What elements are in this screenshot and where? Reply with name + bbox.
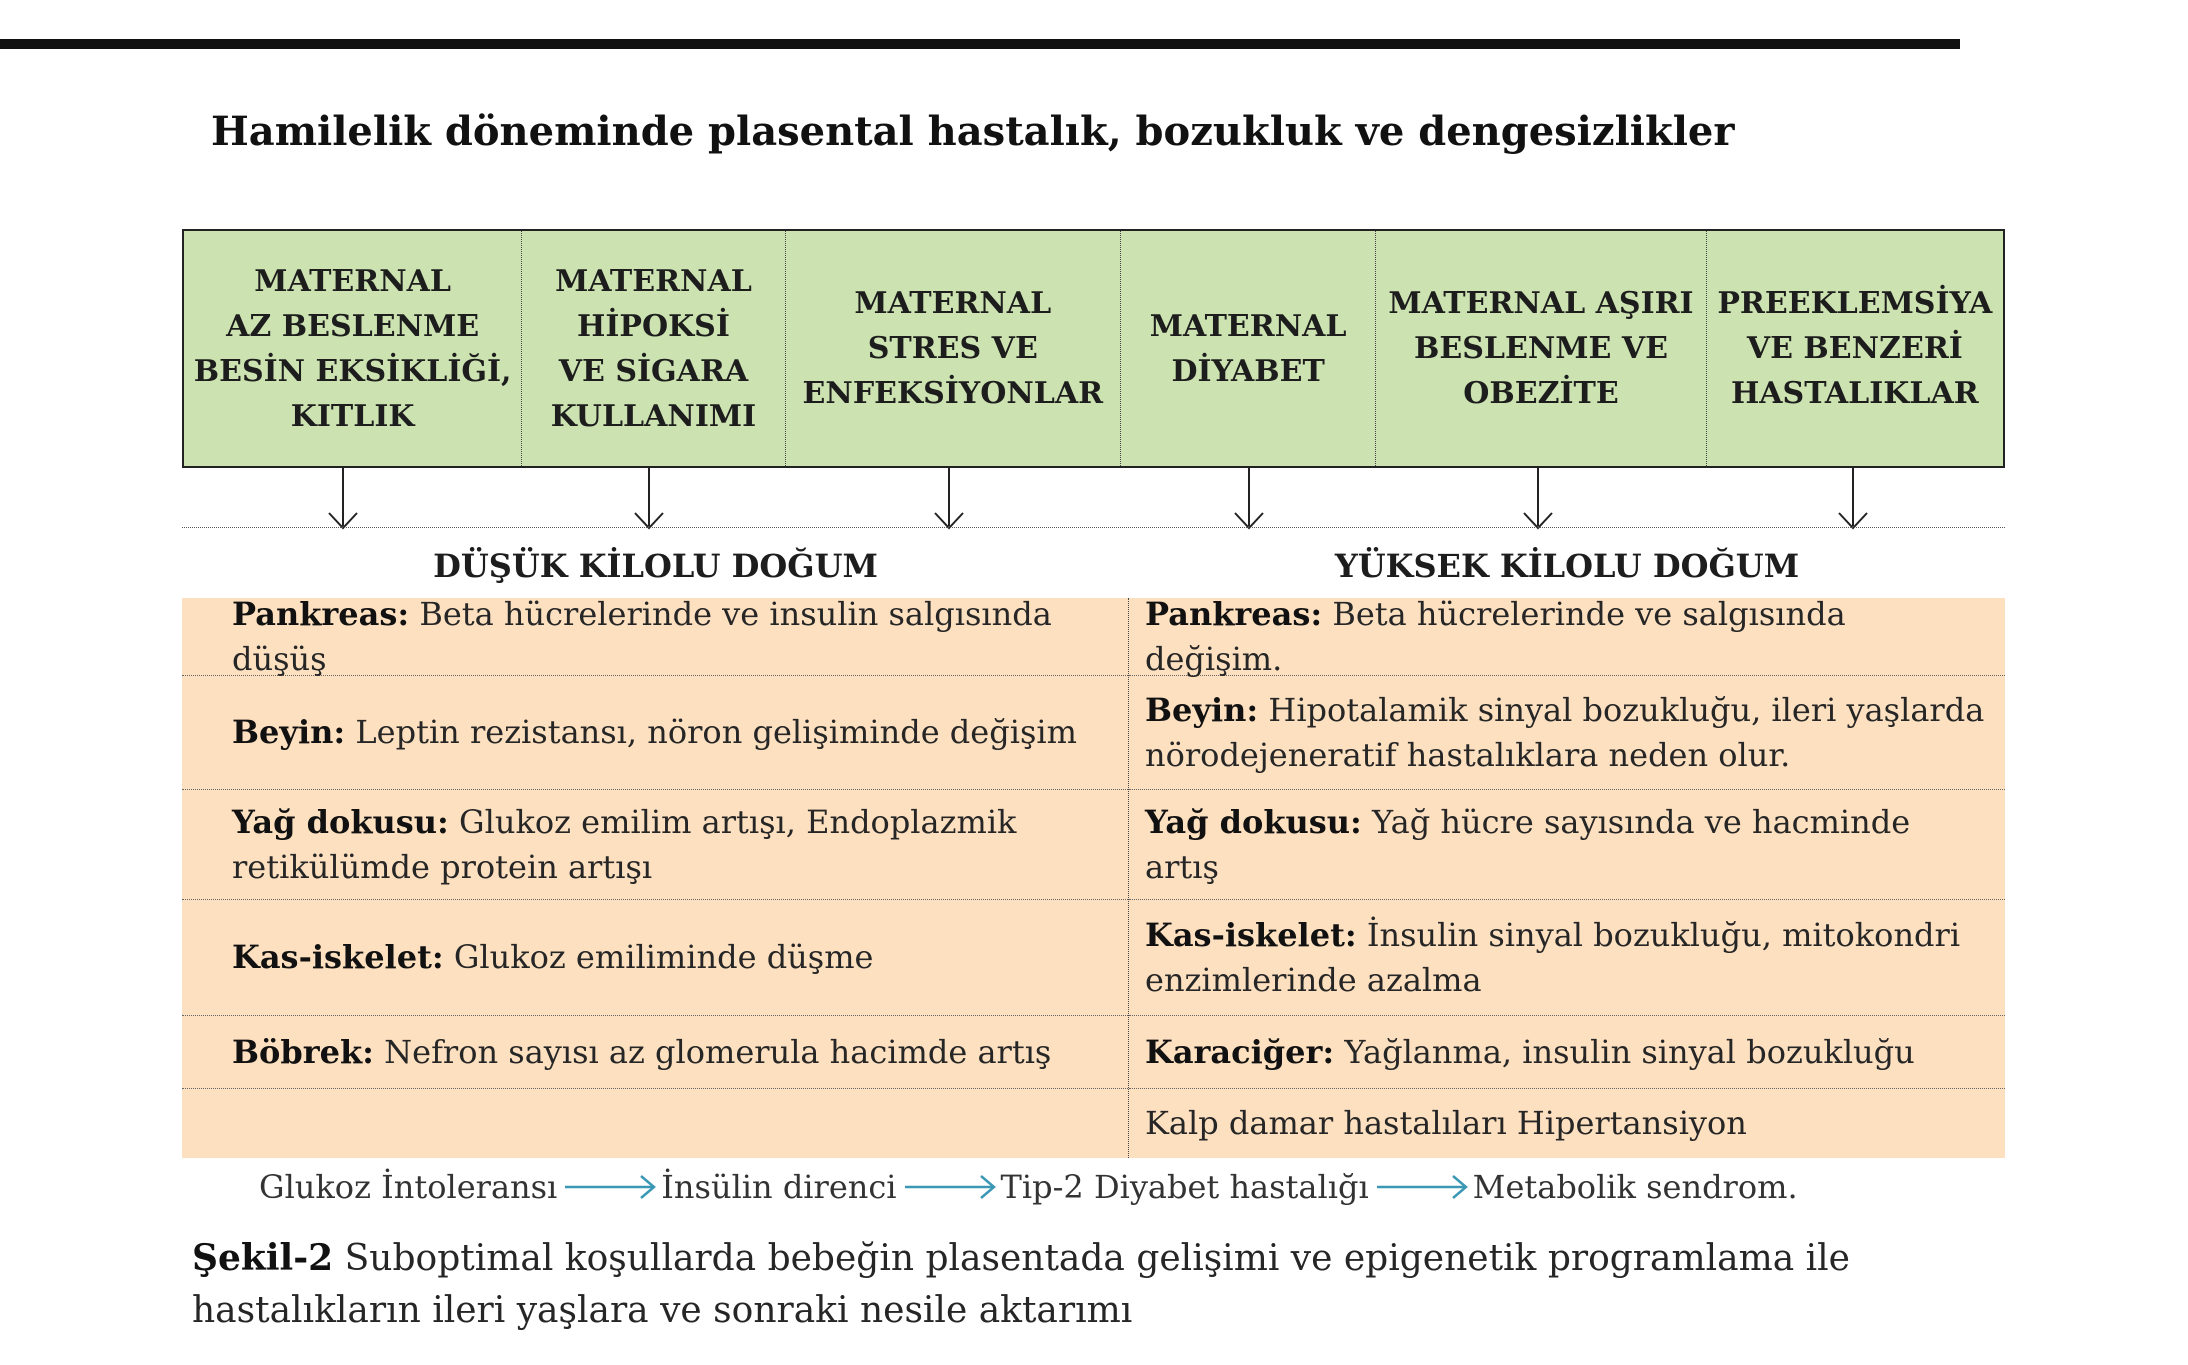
table-row [1129,900,2005,1016]
section-label-high-birth-weight: YÜKSEK KİLOLU DOĞUM [1334,547,1800,585]
effect-text: Beta hücrelerinde ve salgısında değişim. [1145,594,1846,678]
effect-text: Glukoz emiliminde düşme [443,938,874,976]
figure-caption [192,1232,2022,1337]
table-row [182,676,1128,790]
flow-step: Tip-2 Diyabet hastalığı [1000,1168,1369,1206]
table-row [1129,1016,2005,1089]
organ-label: Böbrek: [232,1032,374,1071]
effect-text: Nefron sayısı az glomerula hacimde artış [373,1032,1052,1071]
effect-text: Glukoz emilim artışı, Endoplazmik retikülümde protein artışı [232,802,1017,886]
outcome-table [182,594,2005,1158]
table-row [182,900,1128,1016]
organ-label: Beyin: [1145,690,1259,729]
high-birth-weight-column [1129,594,2005,1158]
flow-step: Glukoz İntoleransı [259,1168,558,1206]
down-arrow-icon [1232,468,1266,531]
effect-text: Yağlanma, insulin sinyal bozukluğu [1334,1032,1915,1071]
right-arrow-icon [1377,1172,1469,1202]
organ-label: Kas-iskelet: [1145,915,1357,954]
low-birth-weight-column [182,594,1129,1158]
organ-label: Yağ dokusu: [1145,802,1362,841]
caption-text: Suboptimal koşullarda bebeğin plasentada gelişimi ve epigenetik programlama ile hastalıkların ileri yaşlara ve sonraki nesile aktarımı [192,1238,1850,1331]
section-label-low-birth-weight: DÜŞÜK KİLOLU DOĞUM [433,547,878,585]
organ-label: Beyin: [232,713,346,751]
top-rule [0,39,1960,49]
table-row [182,1089,1128,1158]
figure-label: Şekil-2 [192,1237,334,1279]
table-row [1129,676,2005,790]
organ-label: Karaciğer: [1145,1032,1335,1071]
header-cell-stress: MATERNAL STRES VE ENFEKSİYONLAR [786,231,1121,466]
organ-label: Yağ dokusu: [232,802,449,841]
dotted-divider [182,527,2005,528]
effect-text: İnsulin sinyal bozukluğu, mitokondri enzimlerinde azalma [1145,915,1961,999]
header-cell-preeclampsia: PREEKLEMSİYA VE BENZERİ HASTALIKLAR [1717,286,1993,411]
table-row [182,1016,1128,1089]
organ-label: Pankreas: [1145,594,1323,633]
down-arrow-icon [932,468,966,531]
header-cell-diabetes: MATERNAL DİYABET [1121,231,1376,466]
table-row [182,790,1128,900]
header-cell-obesity: MATERNAL AŞIRI BESLENME VE OBEZİTE [1376,231,1706,466]
right-arrow-icon [565,1172,657,1202]
flow-step: İnsülin direnci [661,1168,897,1206]
organ-label: Kas-iskelet: [232,938,444,976]
header-cell-undernutrition: MATERNAL AZ BESLENME BESİN EKSİKLİĞİ, KITLIK [184,231,522,466]
effect-text: Leptin rezistansı, nöron gelişiminde değişim [345,713,1077,751]
table-row [1129,790,2005,900]
effect-text: Kalp damar hastalıları Hipertansiyon [1145,1104,1747,1142]
header-cell-hypoxia: MATERNAL HİPOKSİ VE SİGARA KULLANIMI [522,231,785,466]
down-arrow-icon [1521,468,1555,531]
table-row [1129,1089,2005,1158]
effect-text: Beta hücrelerinde ve insulin salgısında düşüş [232,594,1052,678]
effect-text: Hipotalamik sinyal bozukluğu, ileri yaşlarda nörodejeneratif hastalıklara neden olur. [1145,690,1985,774]
page-title: Hamilelik döneminde plasental hastalık, bozukluk ve dengesizlikler [211,108,1735,155]
cause-header-row [182,229,2005,468]
organ-label: Pankreas: [232,594,410,633]
down-arrow-icon [632,468,666,531]
effect-text: Yağ hücre sayısında ve hacminde artış [1145,802,1911,886]
down-arrow-icon [326,468,360,531]
down-arrow-icon [1836,468,1870,531]
disease-progression-flow [259,1168,1798,1206]
table-row [182,594,1128,678]
flow-step: Metabolik sendrom. [1472,1168,1798,1206]
right-arrow-icon [905,1172,997,1202]
table-row [1129,594,2005,678]
